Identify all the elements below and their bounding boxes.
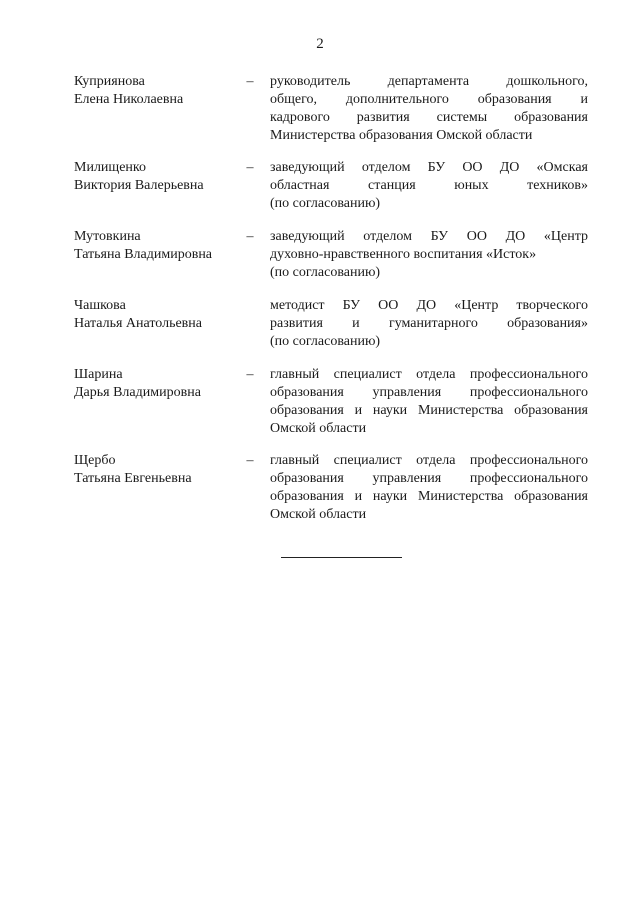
member-surname: Щербо (74, 453, 116, 468)
member-role (270, 159, 588, 213)
role-line: кадрового развития системы образования (270, 110, 588, 125)
member-name (74, 366, 244, 402)
member-name (74, 228, 244, 264)
member-given-names: Дарья Владимировна (74, 385, 201, 400)
role-line: заведующий отделом БУ ОО ДО «Омская (270, 160, 588, 175)
member-role (270, 366, 588, 438)
role-line: духовно-нравственного воспитания «Исток» (270, 247, 537, 262)
role-line: образования управления профессионального (270, 385, 588, 400)
closing-divider-line (281, 557, 402, 558)
role-line: руководитель департамента дошкольного, (270, 74, 588, 89)
member-name (74, 452, 244, 488)
role-line: методист БУ ОО ДО «Центр творческого (270, 298, 588, 313)
role-line: развития и гуманитарного образования» (270, 316, 588, 331)
member-role (270, 452, 588, 524)
dash-separator: – (246, 74, 254, 89)
role-line: общего, дополнительного образования и (270, 92, 588, 107)
member-given-names: Елена Николаевна (74, 92, 184, 107)
role-line: (по согласованию) (270, 196, 381, 211)
member-surname: Куприянова (74, 74, 145, 89)
member-given-names: Наталья Анатольевна (74, 316, 203, 331)
page-number: 2 (316, 36, 324, 52)
dash-separator: – (246, 367, 254, 382)
role-line: (по согласованию) (270, 265, 381, 280)
dash-separator: – (246, 229, 254, 244)
member-surname: Шарина (74, 367, 123, 382)
member-given-names: Татьяна Владимировна (74, 247, 213, 262)
member-surname: Чашкова (74, 298, 126, 313)
role-line: образования и науки Министерства образования (270, 403, 588, 418)
role-line: (по согласованию) (270, 334, 381, 349)
role-line: главный специалист отдела профессионального (270, 367, 588, 382)
role-line: главный специалист отдела профессионального (270, 453, 588, 468)
member-role (270, 297, 588, 351)
member-name (74, 73, 244, 109)
role-line: областная станция юных техников» (270, 178, 588, 193)
member-role (270, 73, 588, 145)
role-line: заведующий отделом БУ ОО ДО «Центр (270, 229, 588, 244)
member-surname: Милищенко (74, 160, 146, 175)
role-line: Омской области (270, 507, 367, 522)
dash-separator: – (246, 453, 254, 468)
dash-separator: – (246, 160, 254, 175)
member-surname: Мутовкина (74, 229, 141, 244)
role-line: образования и науки Министерства образования (270, 489, 588, 504)
member-given-names: Виктория Валерьевна (74, 178, 204, 193)
member-name (74, 297, 244, 333)
member-name (74, 159, 244, 195)
role-line: Министерства образования Омской области (270, 128, 533, 143)
member-role (270, 228, 588, 282)
role-line: образования управления профессионального (270, 471, 588, 486)
role-line: Омской области (270, 421, 367, 436)
member-given-names: Татьяна Евгеньевна (74, 471, 192, 486)
